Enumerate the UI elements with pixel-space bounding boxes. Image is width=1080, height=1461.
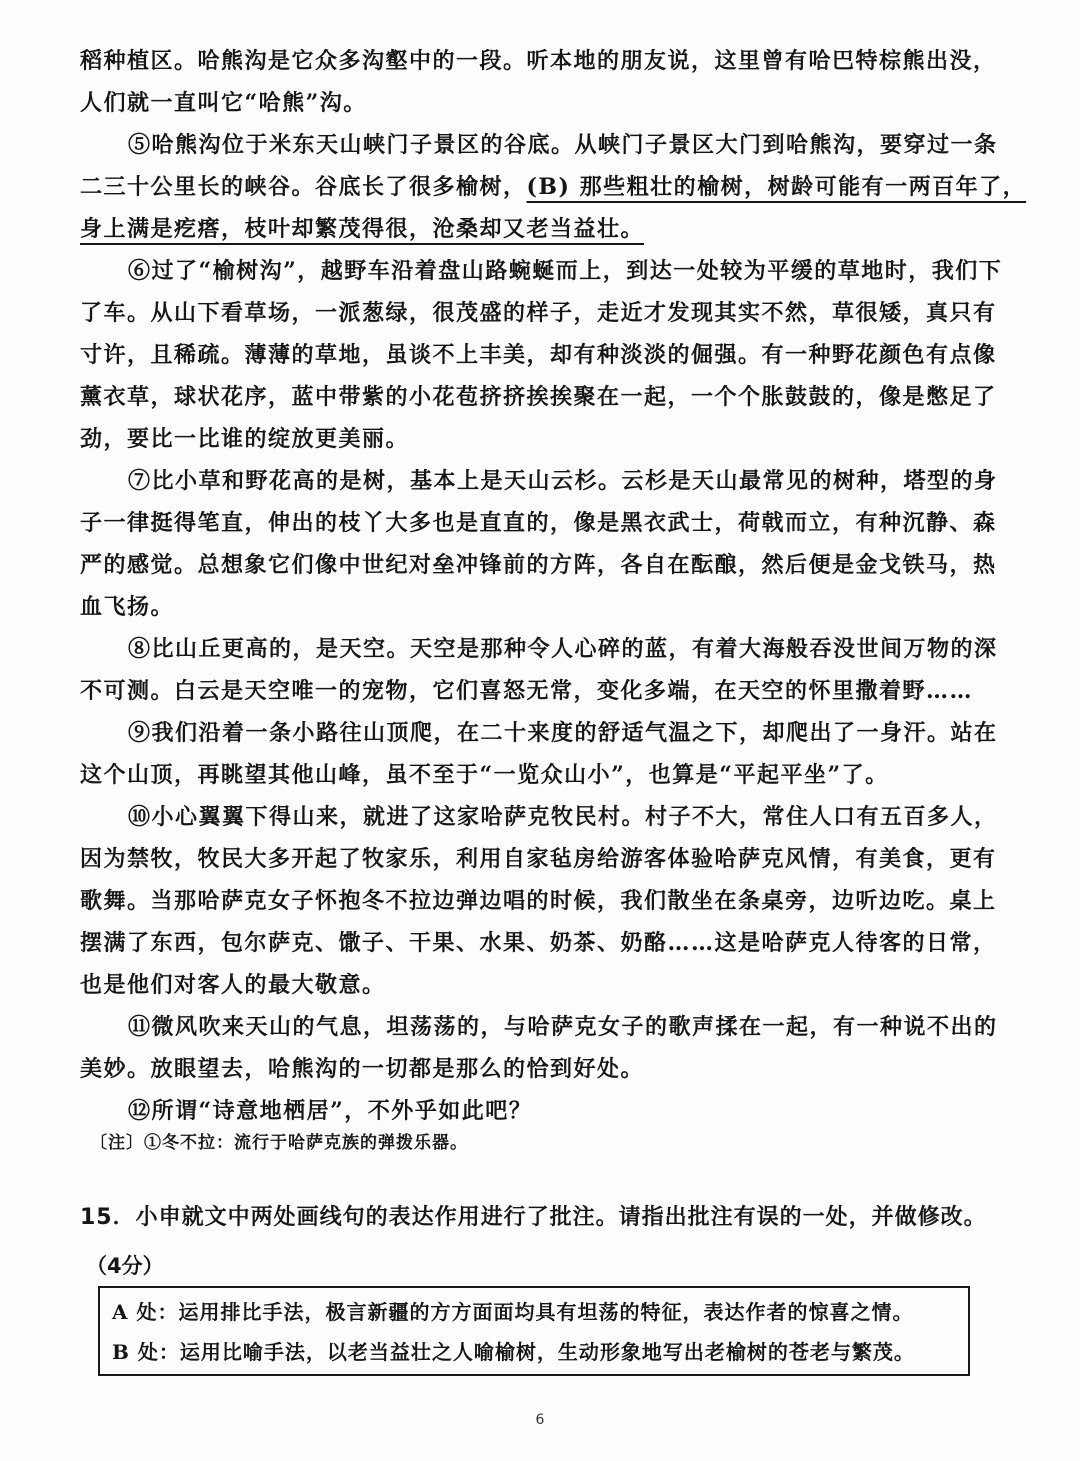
passage-line (80, 544, 997, 586)
passage-text: 严的感觉。总想象它们像中世纪对垒冲锋前的方阵，各自在酝酿，然后便是金戈铁马，热 (80, 552, 997, 578)
passage-text: 劲，要比一比谁的绽放更美丽。 (80, 426, 410, 452)
passage-text: ⑩小心翼翼下得山来，就进了这家哈萨克牧民村。村子不大，常住人口有五百多人， (128, 804, 998, 830)
passage-line (80, 880, 997, 922)
page-number: 6 (535, 1412, 545, 1428)
passage-line (80, 754, 985, 796)
passage-text: ⑫所谓“诗意地栖居”，不外乎如此吧？ (128, 1098, 533, 1124)
passage-line (80, 376, 997, 418)
passage-line (80, 40, 997, 82)
passage-line (80, 796, 998, 838)
passage-line (80, 292, 997, 334)
passage-line (80, 1048, 985, 1090)
passage-line (80, 670, 985, 712)
passage-line (80, 418, 985, 460)
passage-text: 血飞扬。 (80, 594, 175, 620)
passage-text: ⑤哈熊沟位于米东天山峡门子景区的谷底。从峡门子景区大门到哈熊沟，要穿过一条 (128, 132, 998, 158)
passage-text: 摆满了东西，包尔萨克、馓子、干果、水果、奶茶、奶酪……这是哈萨克人待客的日常， (80, 930, 997, 956)
passage-line (80, 838, 997, 880)
annotation-box (98, 1286, 970, 1376)
passage-text: 薰衣草，球状花序，蓝中带紫的小花苞挤挤挨挨聚在一起，一个个胀鼓鼓的，像是憋足了 (80, 384, 997, 410)
passage-line (80, 1090, 985, 1132)
passage-line (80, 1006, 998, 1048)
passage-text: 二三十公里长的峡谷。谷底长了很多榆树， (80, 174, 527, 200)
passage-line (80, 586, 985, 628)
passage-line (80, 124, 998, 166)
passage-text: 子一律挺得笔直，伸出的枝丫大多也是直直的，像是黑衣武士，荷戟而立，有种沉静、森 (80, 510, 997, 536)
passage-line (80, 628, 998, 670)
question-15-title: 15．小申就文中两处画线句的表达作用进行了批注。请指出批注有误的一处，并做修改。 (80, 1205, 987, 1230)
passage-text: 这个山顶，再眺望其他山峰，虽不至于“一览众山小”，也算是“平起平坐”了。 (80, 762, 889, 788)
passage-text: 歌舞。当那哈萨克女子怀抱冬不拉边弹边唱的时候，我们散坐在条桌旁，边听边吃。桌上 (80, 888, 997, 914)
passage-line (80, 712, 998, 754)
passage-text: 也是他们对客人的最大敬意。 (80, 972, 386, 998)
reading-passage (80, 40, 1027, 1132)
passage-text: 寸许，且稀疏。薄薄的草地，虽谈不上丰美，却有种淡淡的倔强。有一种野花颜色有点像 (80, 342, 997, 368)
passage-text: 人们就一直叫它“哈熊”沟。 (80, 90, 367, 116)
passage-text: ⑥过了“榆树沟”，越野车沿着盘山路蜿蜒而上，到达一处较为平缓的草地时，我们下 (128, 258, 1003, 284)
passage-line (80, 964, 985, 1006)
passage-text: 因为禁牧，牧民大多开起了牧家乐，利用自家毡房给游客体验哈萨克风情，有美食，更有 (80, 846, 997, 872)
passage-line (80, 208, 985, 250)
passage-text: 了车。从山下看草场，一派葱绿，很茂盛的样子，走近才发现其实不然，草很矮，真只有 (80, 300, 997, 326)
passage-text: 稻种植区。哈熊沟是它众多沟壑中的一段。听本地的朋友说，这里曾有哈巴特棕熊出没， (80, 48, 997, 74)
passage-line (80, 922, 997, 964)
annotation-a: A 处：运用排比手法，极言新疆的方方面面均具有坦荡的特征，表达作者的惊喜之情。 (112, 1300, 914, 1324)
passage-text: 不可测。白云是天空唯一的宠物，它们喜怒无常，变化多端，在天空的怀里撒着野…… (80, 678, 974, 704)
question-15-score: （4分） (86, 1254, 164, 1278)
underlined-sentence-b: (B) 那些粗壮的榆树，树龄可能有一两百年了， (526, 174, 1027, 200)
passage-text: ⑦比小草和野花高的是树，基本上是天山云杉。云杉是天山最常见的树种，塔型的身 (128, 468, 998, 494)
passage-line (80, 502, 997, 544)
passage-line (80, 250, 1003, 292)
passage-text: ⑨我们沿着一条小路往山顶爬，在二十来度的舒适气温之下，却爬出了一身汗。站在 (128, 720, 998, 746)
passage-line (80, 166, 1027, 208)
passage-line (80, 460, 998, 502)
annotation-note: 〔注〕①冬不拉：流行于哈萨克族的弹拨乐器。 (90, 1133, 468, 1153)
passage-text: 美妙。放眼望去，哈熊沟的一切都是那么的恰到好处。 (80, 1056, 645, 1082)
passage-text: ⑧比山丘更高的，是天空。天空是那种令人心碎的蓝，有着大海般吞没世间万物的深 (128, 636, 998, 662)
passage-line (80, 82, 985, 124)
passage-line (80, 334, 997, 376)
annotation-b: B 处：运用比喻手法，以老当益壮之人喻榆树，生动形象地写出老榆树的苍老与繁茂。 (112, 1340, 915, 1364)
passage-text: ⑪微风吹来天山的气息，坦荡荡的，与哈萨克女子的歌声揉在一起，有一种说不出的 (128, 1014, 998, 1040)
underlined-sentence-b: 身上满是疙瘩，枝叶却繁茂得很，沧桑却又老当益壮。 (80, 216, 645, 242)
